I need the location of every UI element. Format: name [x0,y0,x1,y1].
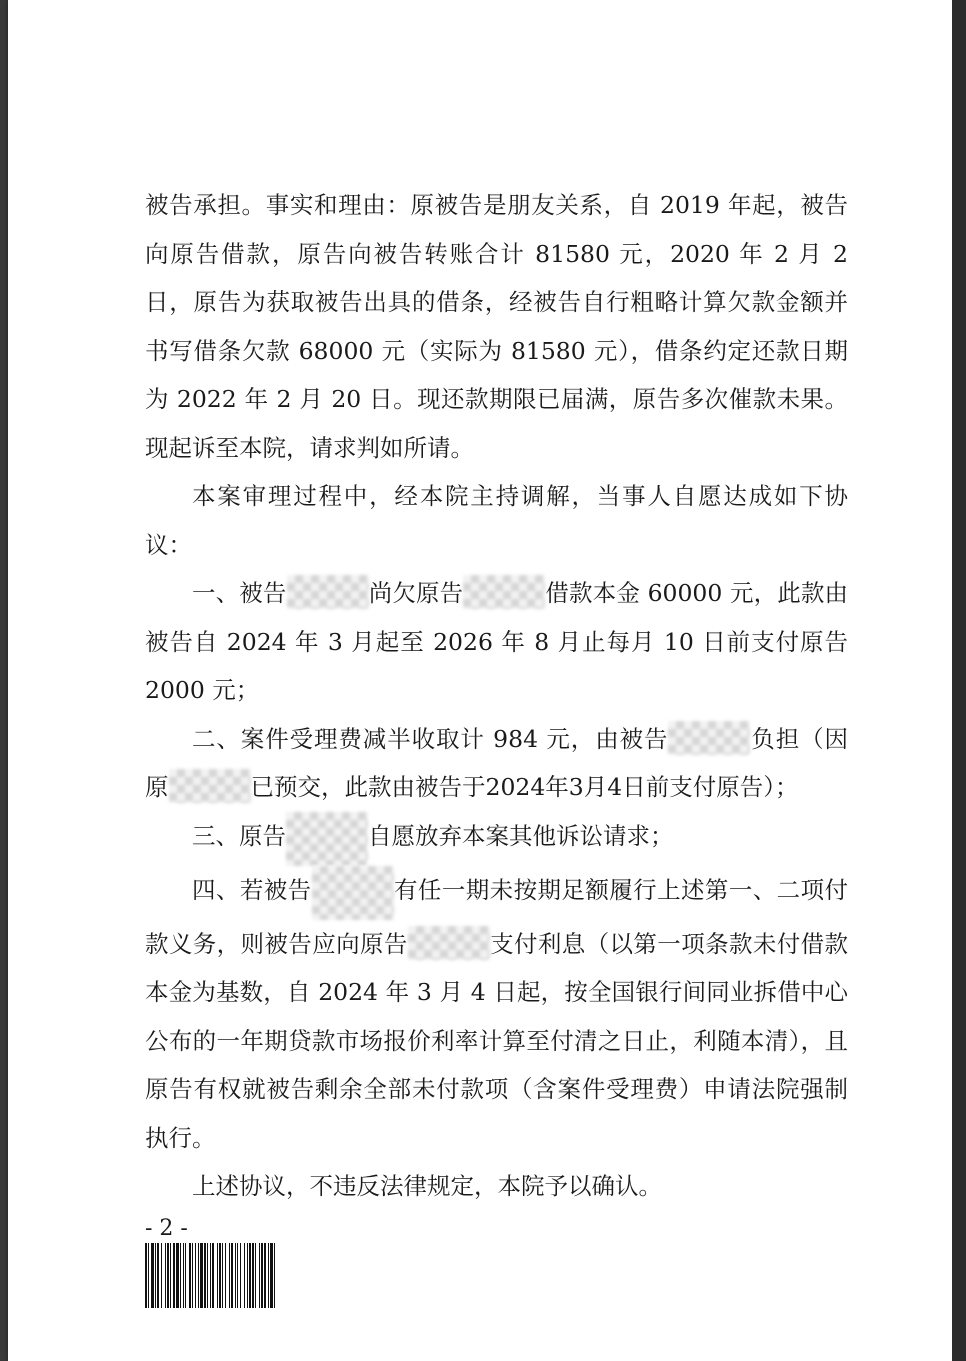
redacted-name [286,812,368,866]
paragraph [145,472,848,569]
redacted-name [668,721,750,755]
page-number: - 2 - [145,1216,188,1241]
redacted-name [463,575,545,609]
redacted-name [287,575,369,609]
paragraph-text: 负担（因原 [145,724,849,801]
paragraph [145,181,848,472]
viewer-edge [952,0,966,1361]
paragraph-text: 被告承担。事实和理由：原被告是朋友关系，自 2019 年起，被告向原告借款，原告向被告转账合计 81580 元，2020 年 2 月 2 日，原告为获取被告出具的借条，经被告自行粗略计算欠款金额并书写借条欠款 68000 元（实际为 81580 元），借条约定还款日期为 2022 年 2 月 20 日。现还款期限已届满，原告多次催款未果。现起诉至本院，请求判如所请。 [145,191,848,462]
paragraph [145,866,848,1163]
paragraph-text: 有任一期未按期足额履行上述第一、二项付款义务，则被告应向原告 [145,875,849,958]
paragraph-text: 支付利息（以第一项条款未付借款本金为基数，自 2024 年 3 月 4 日起，按全国银行间同业拆借中心公布的一年期贷款市场报价利率计算至付清之日止，利随本清），且原告有权就被告剩余全部未付款项（含案件受理费）申请法院强制执行。 [145,929,849,1152]
paragraph-text: 本案审理过程中，经本院主持调解，当事人自愿达成如下协议： [145,482,848,559]
paragraph-text: 一、被告 [192,579,287,607]
paragraph [145,812,848,866]
paragraph [145,715,848,812]
paragraph-text: 自愿放弃本案其他诉讼请求； [368,821,674,850]
document-body [145,181,848,1211]
barcode-image [145,1243,335,1308]
paragraph-text: 尚欠原告 [368,579,464,607]
paragraph [145,1162,848,1211]
redacted-name [169,769,251,803]
document-page [8,0,952,1361]
redacted-name [408,926,490,960]
redacted-name [312,866,394,920]
paragraph-text: 二、案件受理费减半收取计 984 元，由被告 [192,724,669,753]
paragraph-text: 借款本金 60000 元，此款由被告自 2024 年 3 月起至 2026 年 8 月止每月 10 日前支付原告 2000 元； [145,579,849,704]
paragraph-text: 四、若被告 [192,875,312,904]
paragraph-text: 三、原告 [192,821,286,850]
paragraph-text: 上述协议，不违反法律规定，本院予以确认。 [192,1172,662,1200]
paragraph-text: 已预交，此款由被告于2024年3月4日前支付原告）； [250,773,799,801]
paragraph [145,569,848,715]
